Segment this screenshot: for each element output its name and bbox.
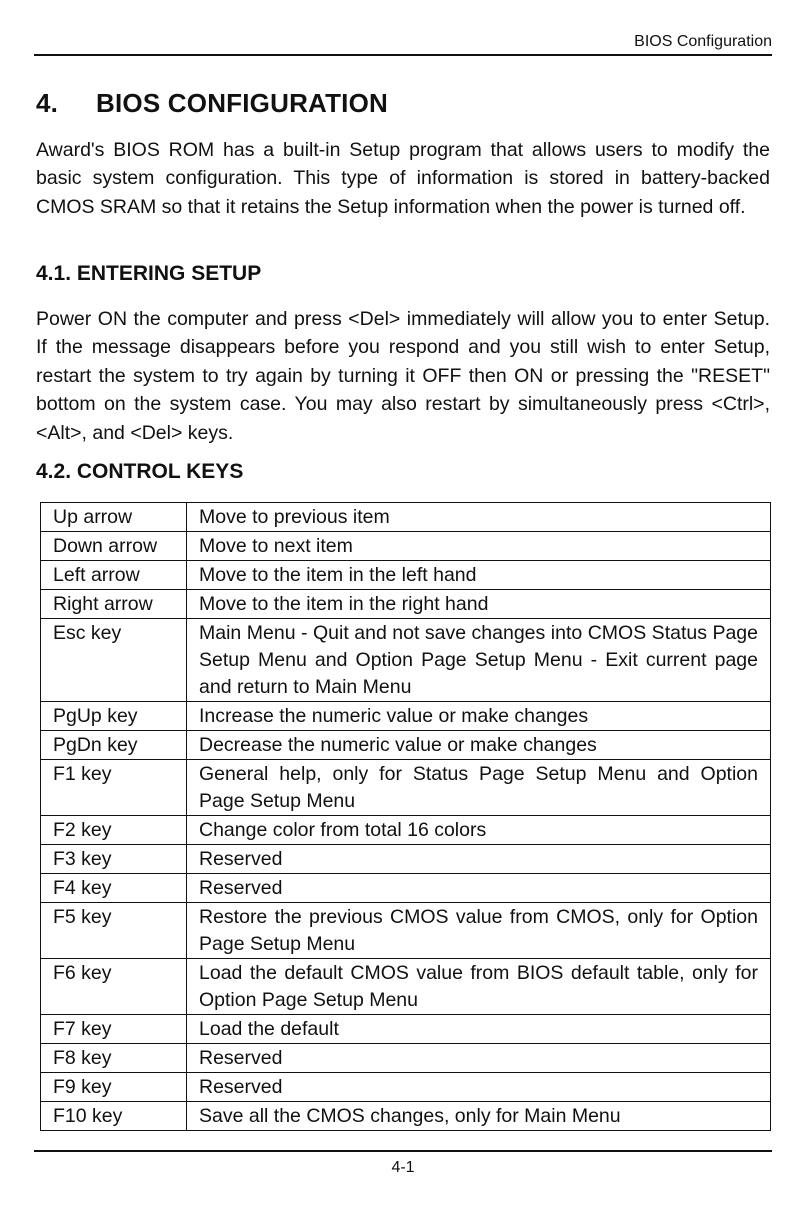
key-description-cell: Save all the CMOS changes, only for Main Menu xyxy=(187,1102,771,1131)
table-row xyxy=(41,561,771,590)
table-row xyxy=(41,731,771,760)
table-row xyxy=(41,1044,771,1073)
key-description-cell: Reserved xyxy=(187,845,771,874)
chapter-number: 4. xyxy=(36,88,59,118)
table-row xyxy=(41,1015,771,1044)
key-description-cell: Load the default CMOS value from BIOS default table, only for Option Page Setup Menu xyxy=(187,959,771,1015)
key-name-cell: Up arrow xyxy=(41,503,187,532)
key-name-cell: Esc key xyxy=(41,619,187,702)
key-description-cell: Reserved xyxy=(187,1073,771,1102)
table-row xyxy=(41,702,771,731)
table-row xyxy=(41,619,771,702)
key-name-cell: F10 key xyxy=(41,1102,187,1131)
key-name-cell: PgDn key xyxy=(41,731,187,760)
key-name-cell: F6 key xyxy=(41,959,187,1015)
table-row xyxy=(41,1102,771,1131)
chapter-title-text: BIOS CONFIGURATION xyxy=(96,88,388,118)
key-name-cell: F9 key xyxy=(41,1073,187,1102)
key-name-cell: F1 key xyxy=(41,760,187,816)
key-description-cell: Reserved xyxy=(187,1044,771,1073)
table-row xyxy=(41,590,771,619)
running-footer xyxy=(34,1150,772,1178)
key-name-cell: F7 key xyxy=(41,1015,187,1044)
table-row xyxy=(41,760,771,816)
key-name-cell: Left arrow xyxy=(41,561,187,590)
table-row xyxy=(41,1073,771,1102)
intro-paragraph: Award's BIOS ROM has a built-in Setup program that allows users to modify the basic system configuration. This type of information is stored in battery-backed CMOS SRAM so that it retains the Setup information when the power is turned off. xyxy=(36,139,770,218)
section-heading-entering-setup: 4.1. ENTERING SETUP xyxy=(36,262,262,285)
running-header-title: BIOS Configuration xyxy=(634,33,772,50)
key-description-cell: Move to next item xyxy=(187,532,771,561)
table-row xyxy=(41,845,771,874)
key-description-cell: Restore the previous CMOS value from CMOS, only for Option Page Setup Menu xyxy=(187,903,771,959)
table-row xyxy=(41,959,771,1015)
key-name-cell: Right arrow xyxy=(41,590,187,619)
key-description-cell: Change color from total 16 colors xyxy=(187,816,771,845)
running-header xyxy=(34,32,772,56)
key-name-cell: PgUp key xyxy=(41,702,187,731)
key-name-cell: Down arrow xyxy=(41,532,187,561)
key-description-cell: Increase the numeric value or make changes xyxy=(187,702,771,731)
key-description-cell: Move to the item in the right hand xyxy=(187,590,771,619)
entering-setup-paragraph: Power ON the computer and press <Del> immediately will allow you to enter Setup. If the message disappears before you respond and you still wish to enter Setup, restart the system to try again by turning it OFF then ON or pressing the "RESET" bottom on the system case. You may also restart by simultaneously press <Ctrl>, <Alt>, and <Del> keys. xyxy=(36,308,770,444)
key-name-cell: F3 key xyxy=(41,845,187,874)
table-row xyxy=(41,903,771,959)
key-description-cell: Move to previous item xyxy=(187,503,771,532)
key-description-cell: Decrease the numeric value or make changes xyxy=(187,731,771,760)
page-number: 4-1 xyxy=(391,1159,415,1176)
key-name-cell: F5 key xyxy=(41,903,187,959)
section-heading-control-keys: 4.2. CONTROL KEYS xyxy=(36,460,244,483)
table-row xyxy=(41,816,771,845)
key-description-cell: Main Menu - Quit and not save changes into CMOS Status Page Setup Menu and Option Page Setup Menu - Exit current page and return to Main Menu xyxy=(187,619,771,702)
table-row xyxy=(41,874,771,903)
key-name-cell: F4 key xyxy=(41,874,187,903)
table-row xyxy=(41,532,771,561)
key-description-cell: Reserved xyxy=(187,874,771,903)
key-name-cell: F2 key xyxy=(41,816,187,845)
control-keys-table-body xyxy=(41,503,771,1131)
key-name-cell: F8 key xyxy=(41,1044,187,1073)
key-description-cell: Load the default xyxy=(187,1015,771,1044)
chapter-title xyxy=(36,85,388,121)
key-description-cell: Move to the item in the left hand xyxy=(187,561,771,590)
control-keys-table xyxy=(40,502,771,1131)
table-row xyxy=(41,503,771,532)
key-description-cell: General help, only for Status Page Setup Menu and Option Page Setup Menu xyxy=(187,760,771,816)
